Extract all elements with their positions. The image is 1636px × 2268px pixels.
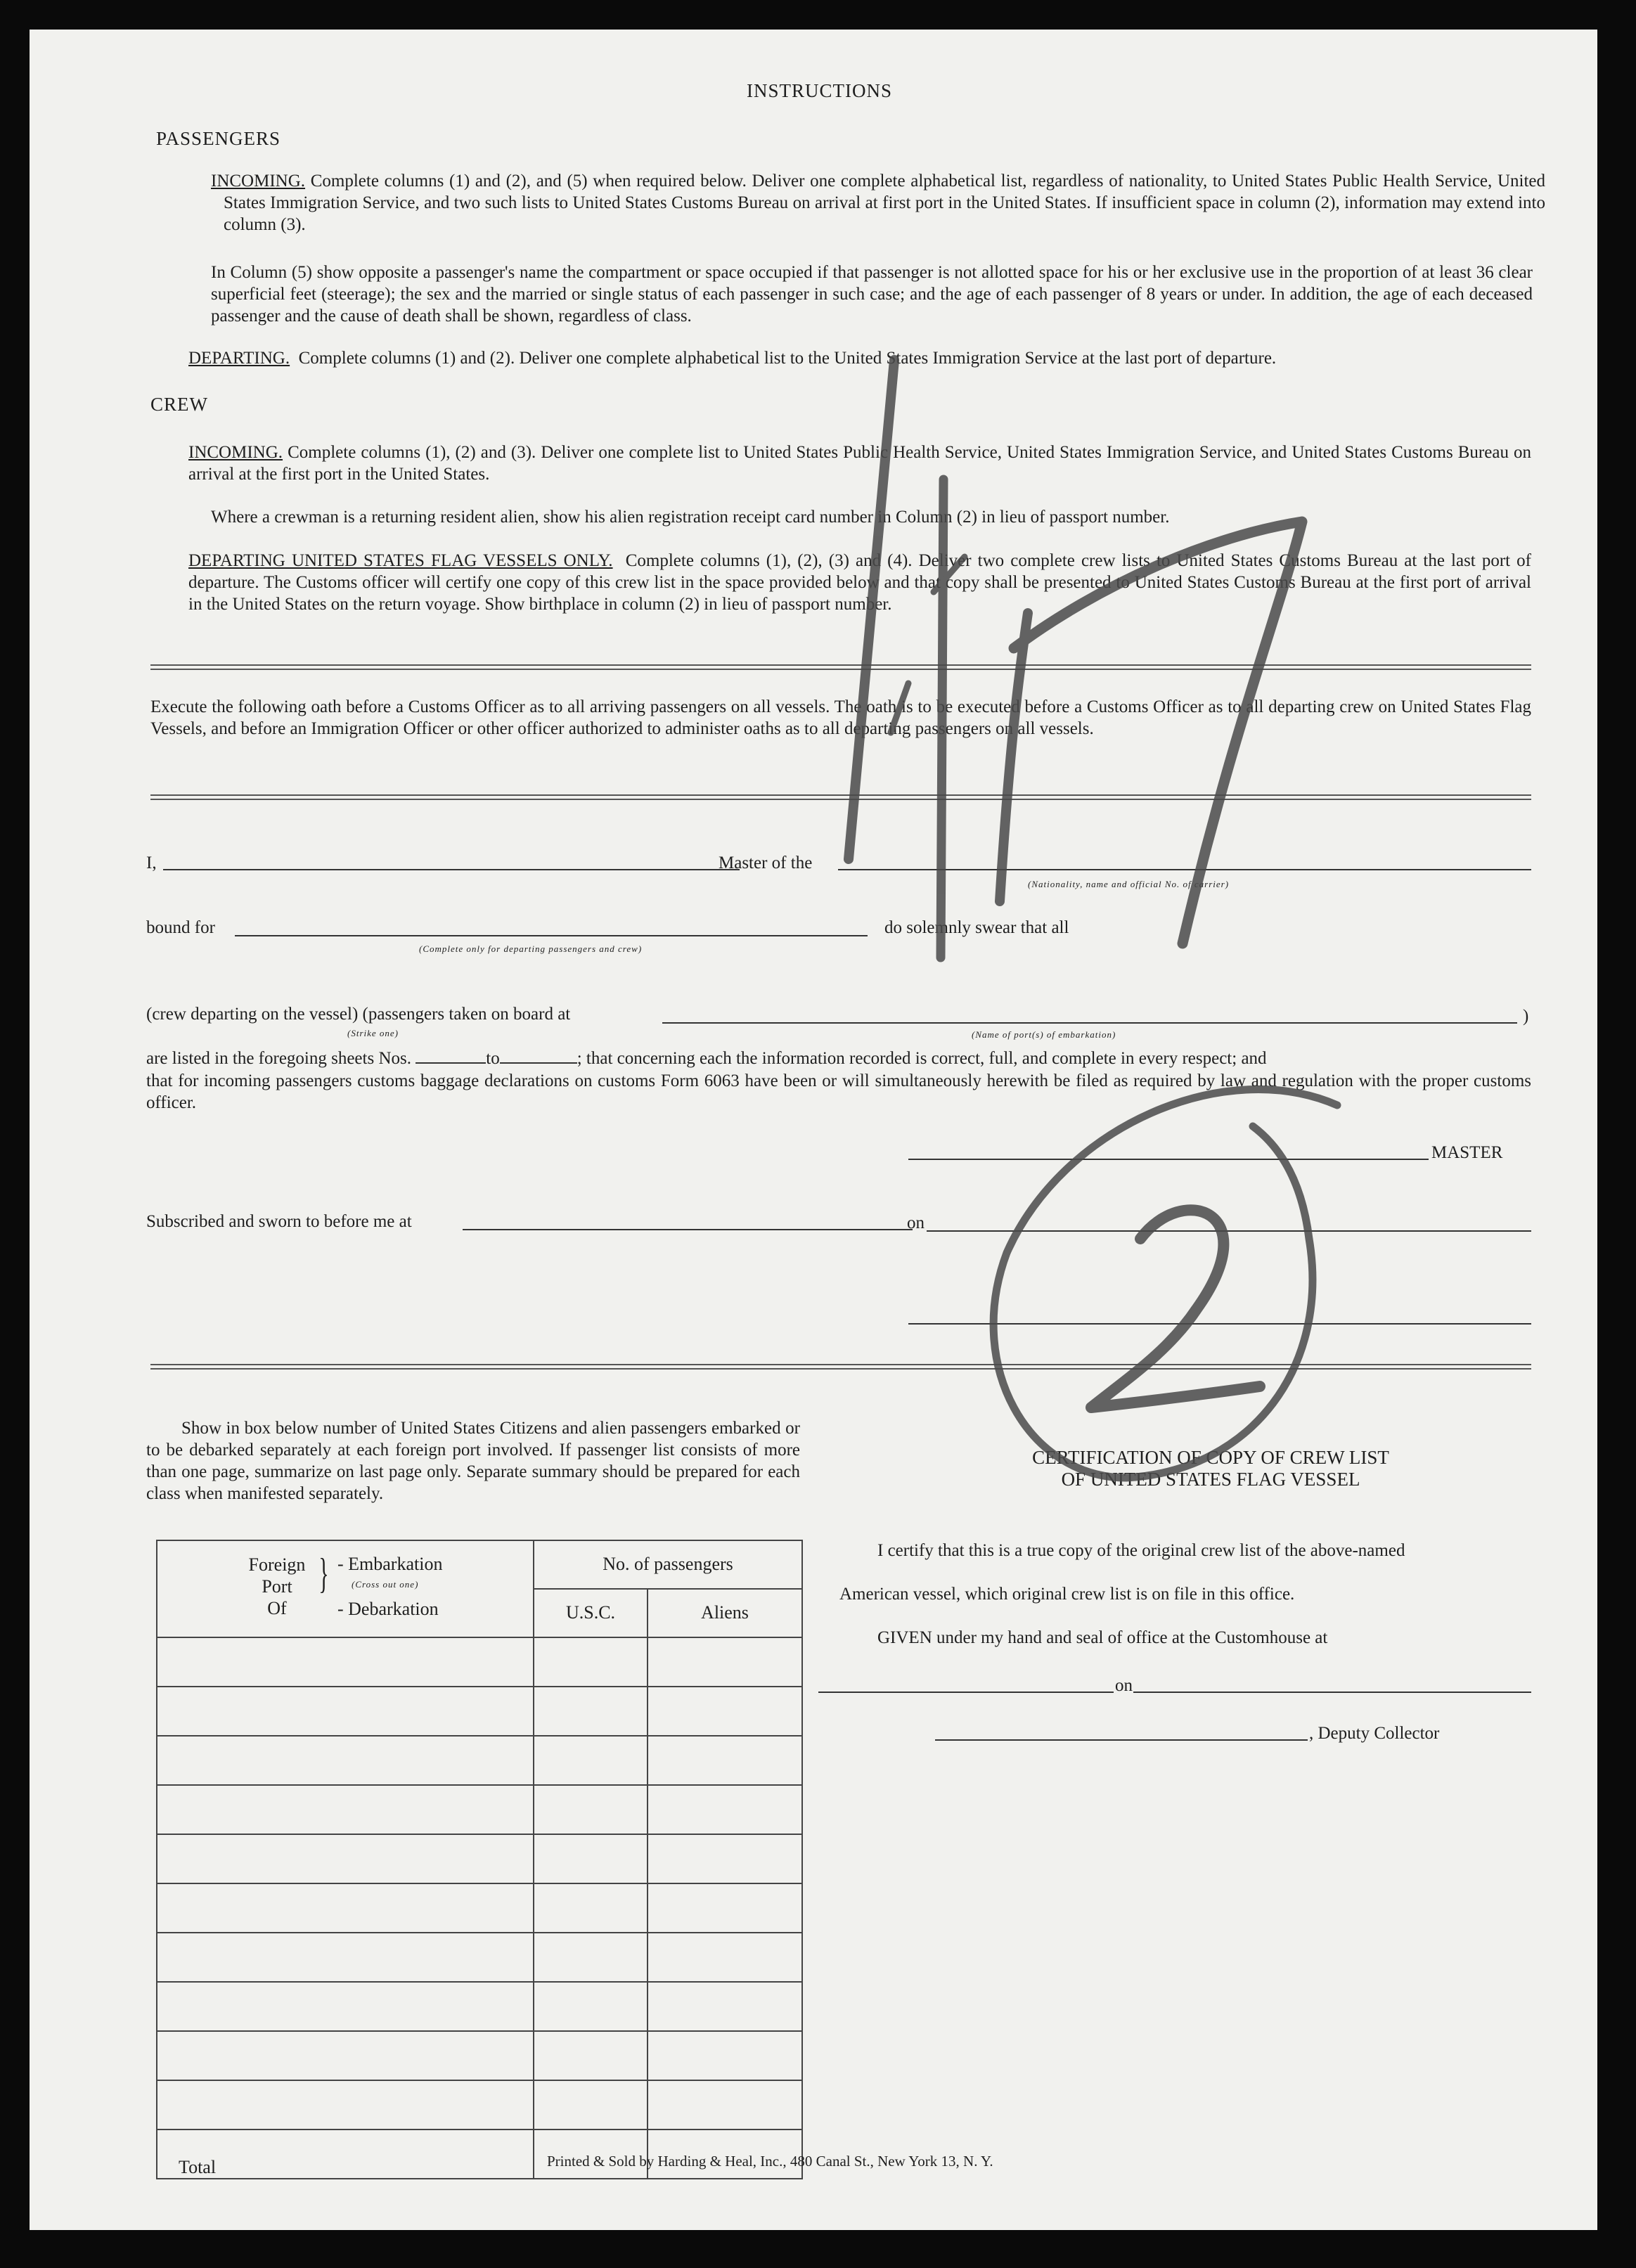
pencil-stroke-4b xyxy=(891,557,965,733)
pencil-digit-2 xyxy=(1091,1210,1260,1407)
subscribed-on-label: on xyxy=(907,1213,925,1232)
no-of-passengers-header: No. of passengers xyxy=(534,1540,802,1589)
oath-intro: Execute the following oath before a Customs Officer as to all arriving passengers on all vessels. The oath is to be executed before a Customs Officer as to all departing crew on United States Flag Vessels, and before an Immigration Officer or other officer authorized to administer oaths as to all departing passengers on all vessels. xyxy=(150,697,1531,738)
listed-to: to xyxy=(486,1049,500,1068)
oath-i-label: I, xyxy=(146,853,157,872)
crew-incoming-text: Complete columns (1), (2) and (3). Deliver one complete list to United States Public Health Service, United States Immigration Service, and United States Customs Bureau on arrival at the first port in the United States. xyxy=(188,443,1531,484)
pencil-stroke-4 xyxy=(941,479,943,958)
pencil-stroke-7a xyxy=(1000,613,1028,901)
subscribed-label: Subscribed and sworn to before me at xyxy=(146,1212,412,1231)
passengers-departing-text: Complete columns (1) and (2). Deliver one complete alphabetical list to the United States Immigration Service at the last port of departure. xyxy=(298,349,1277,368)
passengers-departing-label: DEPARTING. xyxy=(188,349,290,368)
total-label: Total xyxy=(179,2157,217,2177)
usc-header: U.S.C. xyxy=(534,1589,648,1637)
foreign-label: Foreign xyxy=(248,1554,306,1575)
certification-line-1: I certify that this is a true copy of the original crew list of the above-named xyxy=(877,1541,1405,1560)
listed-text-a: are listed in the foregoing sheets Nos. xyxy=(146,1049,411,1068)
swear-text: do solemnly swear that all xyxy=(884,918,1069,937)
port-caption: (Name of port(s) of embarkation) xyxy=(972,1029,1116,1040)
pencil-stroke-7b xyxy=(1014,522,1302,943)
printer-footer: Printed & Sold by Harding & Heal, Inc., 480 Canal St., New York 13, N. Y. xyxy=(547,2153,993,2170)
crew-resident-paragraph: Where a crewman is a returning resident alien, show his alien registration receipt card number in Column (2) in lieu of passport number. xyxy=(211,508,1170,527)
pencil-circle xyxy=(993,1090,1337,1478)
cross-out-caption: (Cross out one) xyxy=(352,1578,419,1590)
passengers-heading: PASSENGERS xyxy=(156,128,281,149)
nationality-caption: (Nationality, name and official No. of carrier) xyxy=(1028,879,1230,889)
aliens-header: Aliens xyxy=(648,1589,802,1637)
passengers-incoming-label: INCOMING. xyxy=(211,172,306,191)
certification-on-label: on xyxy=(1115,1676,1133,1695)
summary-text: Show in box below number of United States Citizens and alien passengers embarked or to be debarked separately at each foreign port involved. If passenger list consists of more than one page, summarize on last page only. Separate summary should be prepared for each class when manifested separately. xyxy=(146,1419,800,1503)
crew-heading: CREW xyxy=(150,394,208,415)
certification-title-line-1: CERTIFICATION OF COPY OF CREW LIST xyxy=(1032,1447,1389,1468)
certification-line-2: American vessel, which original crew list is on file in this office. xyxy=(839,1585,1295,1604)
port-label: Port xyxy=(262,1576,292,1597)
bound-for-label: bound for xyxy=(146,918,215,937)
brace-icon: } xyxy=(318,1549,329,1597)
certification-line-3: GIVEN under my hand and seal of office at the Customhouse at xyxy=(877,1628,1328,1647)
certification-title-line-2: OF UNITED STATES FLAG VESSEL xyxy=(1061,1469,1360,1490)
listed-text-b: ; that concerning each the information recorded is correct, full, and complete in every respect; and xyxy=(577,1049,1267,1068)
crew-departing-text: (crew departing on the vessel) (passengers taken on board at xyxy=(146,1005,571,1024)
complete-only-caption: (Complete only for departing passengers and crew) xyxy=(419,943,643,954)
form-page xyxy=(30,30,1597,2230)
pencil-stroke-1 xyxy=(849,360,894,859)
embarkation-label: - Embarkation xyxy=(337,1553,443,1574)
handwritten-marks xyxy=(30,30,1597,2230)
debarkation-label: - Debarkation xyxy=(337,1598,439,1619)
of-label: Of xyxy=(267,1597,287,1618)
master-of-the-label: Master of the xyxy=(719,853,813,872)
instructions-title: INSTRUCTIONS xyxy=(747,80,893,101)
deputy-collector-label: , Deputy Collector xyxy=(1309,1724,1440,1743)
passengers-incoming-text: Complete columns (1) and (2), and (5) when required below. Deliver one complete alphabetical list, regardless of nationality, to United States Public Health Service, United States Immigration Service, and two such lists to United States Customs Bureau on arrival at first port in the United States. If insufficient space in column (2), information may extend into column (3). xyxy=(224,172,1546,234)
master-label: MASTER xyxy=(1431,1143,1503,1162)
passengers-column5-paragraph: In Column (5) show opposite a passenger's name the compartment or space occupied if that passenger is not allotted space for his or her exclusive use in the proportion of at least 36 clear superficial feet (steerage); the sex and the married or single status of each passenger in such case; and the age of each passenger of 8 years or under. In addition, the age of each deceased passenger and the cause of death shall be shown, regardless of class. xyxy=(211,263,1533,326)
crew-departing-label: DEPARTING UNITED STATES FLAG VESSELS ONLY. xyxy=(188,551,613,570)
crew-incoming-label: INCOMING. xyxy=(188,443,283,462)
crew-departing-text: Complete columns (1), (2), (3) and (4). Deliver two complete crew lists to United States Customs Bureau at the last port of departure. The Customs officer will certify one copy of this crew list in the space provided below and that copy shall be presented to United States Customs Bureau at the first port of arrival in the United States on the return voyage. Show birthplace in column (2) in lieu of passport number. xyxy=(188,551,1531,614)
strike-one-caption: (Strike one) xyxy=(347,1028,399,1038)
listed-line-2: that for incoming passengers customs baggage declarations on customs Form 6063 have been or will simultaneously herewith be filed as required by law and regulation with the proper customs officer. xyxy=(146,1071,1531,1112)
close-paren: ) xyxy=(1523,1007,1529,1026)
